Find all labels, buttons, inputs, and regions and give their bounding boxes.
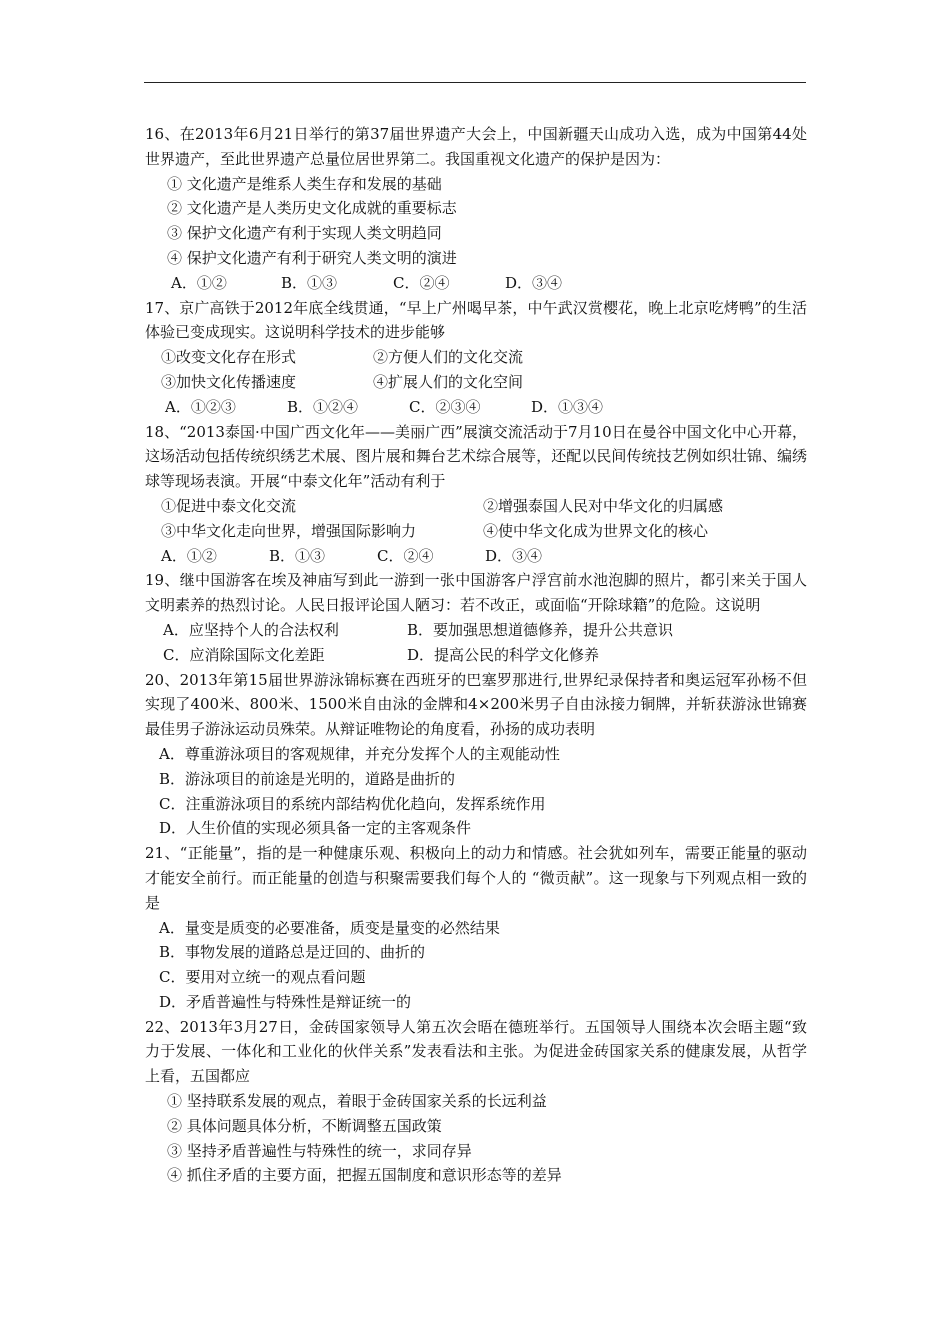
question-22 [145, 1015, 807, 1189]
question-stem: 20、2013年第15届世界游泳锦标赛在西班牙的巴塞罗那进行,世界纪录保持者和奥运冠军孙杨不但实现了400米、800米、1500米自由泳的金牌和4×200米男子自由泳接力铜牌，并斩获游泳世锦赛最佳男子游泳运动员殊荣。从辩证唯物论的角度看，孙扬的成功表明 [145, 670, 807, 739]
option-d: D．人生价值的实现必须具备一定的主客观条件 [159, 819, 472, 838]
option-d: D．提高公民的科学文化修养 [407, 645, 600, 664]
header-rule [144, 82, 806, 83]
question-stem: 16、在2013年6月21日举行的第37届世界遗产大会上，中国新疆天山成功入选，成为中国第44处世界遗产，至此世界遗产总量位居世界第二。我国重视文化遗产的保护是因为： [145, 125, 807, 168]
statement-item: ④扩展人们的文化空间 [373, 372, 524, 391]
statement-item: ④ 保护文化遗产有利于研究人类文明的演进 [167, 248, 457, 267]
statement-item: ③中华文化走向世界，增强国际影响力 [161, 521, 417, 540]
option-d: D．①③④ [531, 397, 604, 416]
option-b: B．①③ [281, 273, 338, 292]
statement-row [145, 345, 807, 370]
option-d: D．③④ [485, 546, 543, 565]
statement-item: ③ 坚持矛盾普遍性与特殊性的统一，求同存异 [167, 1141, 472, 1160]
option-a: A．①② [171, 273, 227, 292]
statement-row [145, 494, 807, 519]
question-stem: 22、2013年3月27日，金砖国家领导人第五次会晤在德班举行。五国领导人围绕本次会晤主题“致力于发展、一体化和工业化的伙伴关系”发表看法和主张。为促进金砖国家关系的健康发展，从哲学上看，五国都应 [145, 1017, 807, 1086]
option-c: C．要用对立统一的观点看问题 [159, 968, 366, 987]
option-row [145, 544, 807, 569]
statement-item: ④ 抓住矛盾的主要方面，把握五国制度和意识形态等的差异 [167, 1166, 562, 1185]
statement-item: ② 具体问题具体分析，不断调整五国政策 [167, 1116, 442, 1135]
option-b: B．要加强思想道德修养，提升公共意识 [407, 620, 674, 639]
question-stem: 17、京广高铁于2012年底全线贯通，“早上广州喝早茶，中午武汉赏樱花，晚上北京吃烤鸭”的生活体验已变成现实。这说明科学技术的进步能够 [145, 298, 807, 342]
statement-item: ①改变文化存在形式 [161, 348, 297, 367]
question-16 [145, 122, 807, 296]
statement-item: ③ 保护文化遗产有利于实现人类文明趋同 [167, 224, 442, 243]
question-stem: 21、“正能量”，指的是一种健康乐观、积极向上的动力和情感。社会犹如列车，需要正能量的驱动才能安全前行。而正能量的创造与积聚需要我们每个人的 “微贡献”。这一现象与下列观点相一致的是 [145, 844, 807, 912]
option-a: A．尊重游泳项目的客观规律，并充分发挥个人的主观能动性 [159, 744, 560, 763]
statement-item: ① 文化遗产是维系人类生存和发展的基础 [167, 174, 442, 193]
option-row [145, 643, 807, 668]
question-list [145, 122, 807, 1188]
statement-row [145, 519, 807, 544]
statement-item: ②增强泰国人民对中华文化的归属感 [483, 496, 724, 515]
option-d: D．矛盾普遍性与特殊性是辩证统一的 [159, 992, 412, 1011]
option-d: D．③④ [505, 273, 563, 292]
option-b: B．游泳项目的前途是光明的，道路是曲折的 [159, 769, 456, 788]
statement-item: ① 坚持联系发展的观点，着眼于金砖国家关系的长远利益 [167, 1092, 547, 1111]
option-c: C．注重游泳项目的系统内部结构优化趋向，发挥系统作用 [159, 794, 546, 813]
statement-row [145, 370, 807, 395]
question-21 [145, 841, 807, 1015]
statement-item: ①促进中泰文化交流 [161, 496, 297, 515]
option-c: C．②④ [393, 273, 450, 292]
question-20 [145, 668, 807, 842]
option-c: C．应消除国际文化差距 [163, 645, 325, 664]
option-b: B．事物发展的道路总是迂回的、曲折的 [159, 943, 426, 962]
statement-item: ② 文化遗产是人类历史文化成就的重要标志 [167, 199, 457, 218]
question-18 [145, 420, 807, 569]
statement-item: ④使中华文化成为世界文化的核心 [483, 521, 709, 540]
option-a: A．①② [161, 546, 217, 565]
question-stem: 19、继中国游客在埃及神庙写到此一游到一张中国游客户浮宫前水池泡脚的照片，都引来关于国人文明素养的热烈讨论。人民日报评论国人陋习：若不改正，或面临“开除球籍”的危险。这说明 [145, 571, 807, 615]
option-a: A．量变是质变的必要准备，质变是量变的必然结果 [159, 918, 500, 937]
option-c: C．②④ [377, 546, 434, 565]
option-row [145, 618, 807, 643]
statement-item: ③加快文化传播速度 [161, 372, 297, 391]
statement-item: ②方便人们的文化交流 [373, 348, 524, 367]
question-stem: 18、“2013泰国·中国广西文化年——美丽广西”展演交流活动于7月10日在曼谷中国文化中心开幕，这场活动包括传统织绣艺术展、图片展和舞台艺术综合展等，还配以民间传统技艺例如织壮锦、编绣球等现场表演。开展“中泰文化年”活动有利于 [145, 422, 807, 491]
option-row [145, 271, 807, 296]
option-a: A．应坚持个人的合法权利 [163, 620, 339, 639]
option-b: B．①②④ [287, 397, 359, 416]
option-c: C．②③④ [409, 397, 481, 416]
question-19 [145, 568, 807, 667]
option-a: A．①②③ [165, 397, 236, 416]
option-row [145, 395, 807, 420]
option-b: B．①③ [269, 546, 326, 565]
question-17 [145, 296, 807, 420]
